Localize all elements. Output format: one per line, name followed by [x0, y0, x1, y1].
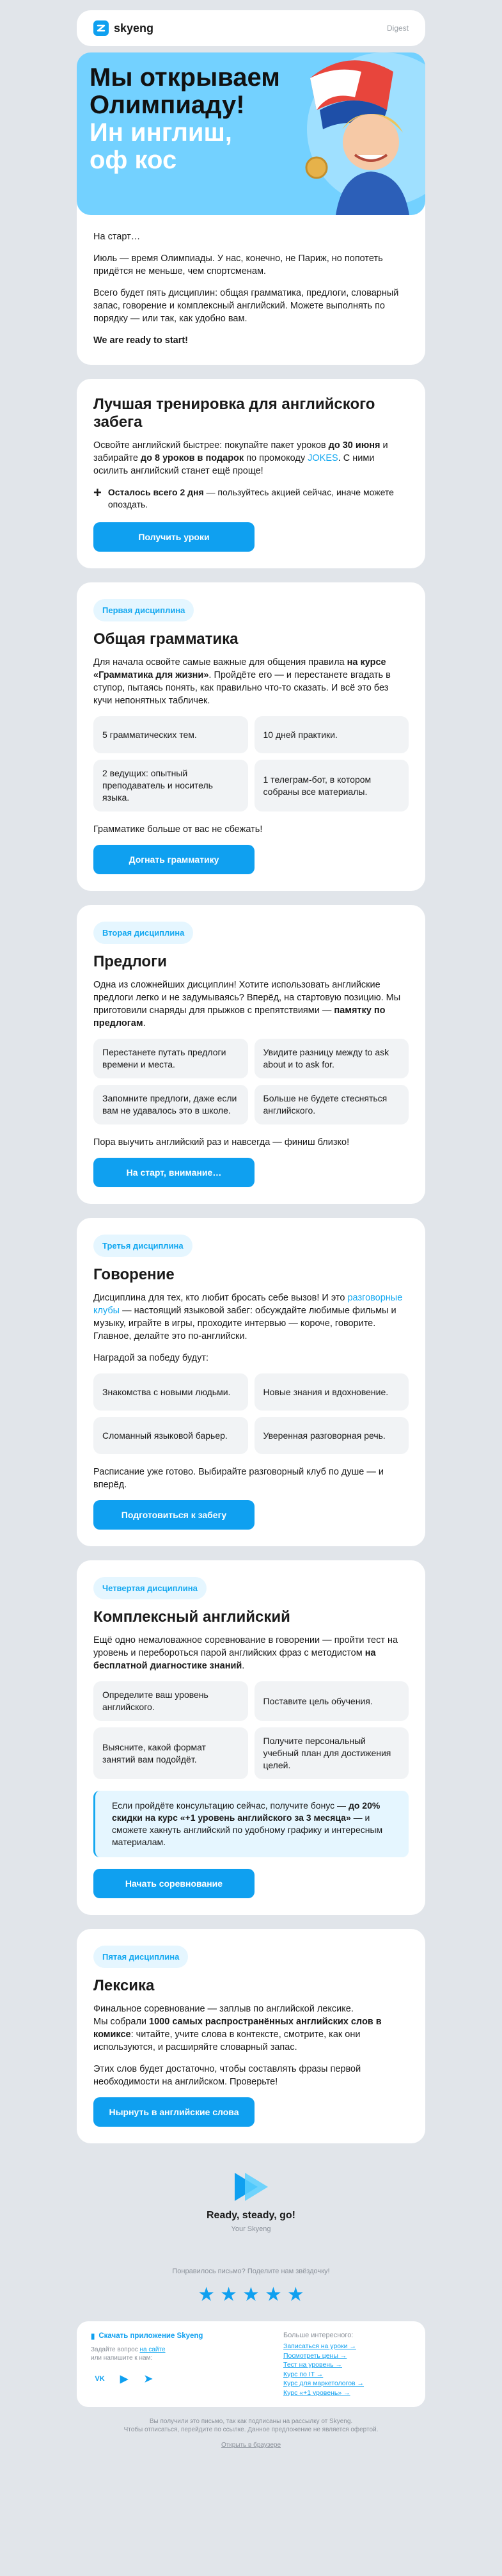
footer-links — [283, 2332, 411, 2397]
discipline-1-after: Грамматике больше от вас не сбежать! — [93, 824, 263, 835]
digest-label: Digest — [386, 24, 409, 33]
feature-cell: Уверенная разговорная речь. — [255, 1417, 409, 1454]
email-header — [77, 10, 425, 46]
promo-text-e: по промокоду — [244, 453, 308, 463]
discipline-1-card — [77, 582, 425, 891]
star-icon[interactable]: ★ — [220, 2284, 238, 2305]
final-title: Ready, steady, go! — [207, 2210, 295, 2221]
rating-block — [0, 2268, 502, 2305]
star-icon[interactable]: ★ — [242, 2284, 260, 2305]
feature-cell: Получите персональный учебный план для достижения целей. — [255, 1727, 409, 1779]
d2-text-a: Одна из сложнейших дисциплин! Хотите использовать английские предлоги легко и не задумываясь? Вперёд, на стартовую позицию. Мы приготовили снаряды для прыжков с препятствиями — — [93, 980, 401, 1016]
d2-text-c: . — [143, 1018, 146, 1028]
star-icon[interactable]: ★ — [198, 2284, 216, 2305]
skyeng-logo[interactable] — [93, 20, 153, 36]
discipline-2-title: Предлоги — [93, 953, 167, 970]
on-start-button[interactable]: На старт, внимание… — [93, 1158, 255, 1187]
bonus-callout — [93, 1791, 409, 1857]
speaking-clubs-link[interactable]: разговорные клубы — [93, 1293, 403, 1316]
d4-text-c: . — [242, 1661, 245, 1671]
legal-line-2: Чтобы отписаться, перейдите по ссылке. Данное предложение не является офертой. — [123, 2426, 379, 2433]
discipline-4-text — [93, 1634, 409, 1672]
intro-paragraph-4: We are ready to start! — [93, 335, 189, 346]
discipline-2-features — [93, 1039, 409, 1124]
discipline-5-tag: Пятая дисциплина — [93, 1946, 188, 1968]
footer-link[interactable]: Курс по IT → — [283, 2370, 324, 2378]
feature-cell: 2 ведущих: опытный преподаватель и носитель языка. — [93, 760, 248, 812]
download-app-link[interactable] — [91, 2332, 203, 2340]
promo-card — [77, 379, 425, 568]
hero-line-4: оф кос — [90, 146, 177, 174]
footer-link[interactable]: Записаться на уроки → — [283, 2342, 356, 2350]
intro-section — [77, 202, 425, 365]
youtube-icon[interactable]: ▶ — [115, 2370, 133, 2388]
start-competition-button[interactable]: Начать соревнование — [93, 1869, 255, 1898]
d1-course-name: на курсе «Грамматика для жизни» — [93, 657, 386, 680]
d3-text-c: — настоящий языковой забег: обсуждайте любимые фильмы и музыку, играйте в игры, проходите интервью — короче, говорите. Главное, делайте это по-английски. — [93, 1306, 396, 1341]
star-icon[interactable]: ★ — [264, 2284, 282, 2305]
feature-cell: Увидите разницу между to ask about и to ask for. — [255, 1039, 409, 1078]
discipline-4-title: Комплексный английский — [93, 1608, 290, 1626]
plus-icon: + — [93, 484, 102, 500]
feature-cell: 5 грамматических тем. — [93, 716, 248, 753]
promo-code[interactable]: JOKES — [308, 453, 338, 463]
d1-text-a: Для начала освойте самые важные для общения правила — [93, 657, 347, 668]
discipline-3-text — [93, 1292, 409, 1343]
help-text — [91, 2346, 203, 2362]
hero-line-2: Олимпиаду! — [90, 91, 245, 119]
legal-text — [0, 2417, 502, 2434]
promo-text — [93, 439, 409, 477]
discipline-5-p1: Финальное соревнование — заплыв по английской лексике. — [93, 2004, 354, 2014]
feature-cell: Сломанный языковой барьер. — [93, 1417, 248, 1454]
discipline-4-features — [93, 1681, 409, 1779]
help-text-c: или напишите к нам: — [91, 2355, 153, 2362]
discipline-3-pre: Наградой за победу будут: — [93, 1353, 209, 1363]
intro-paragraph-3: Всего будет пять дисциплин: общая грамматика, предлоги, словарный запас, говорение и комплексный английский. Можете выполнять по порядку — или так, как удобно вам. — [93, 288, 399, 324]
discipline-2-tag: Вторая дисциплина — [93, 922, 193, 944]
footer-card — [77, 2321, 425, 2407]
catch-grammar-button[interactable]: Догнать грамматику — [93, 845, 255, 874]
promo-note-rest: — пользуйтесь акцией сейчас, иначе можете опоздать. — [107, 487, 394, 509]
social-links — [91, 2370, 203, 2388]
promo-gift: до 8 уроков в подарок — [140, 453, 244, 463]
d4-text-a: Ещё одно немаловажное соревнование в говорении — пройти тест на уровень и перебороться парой английских фраз с методистом — [93, 1635, 398, 1658]
feature-cell: Поставите цель обучения. — [255, 1681, 409, 1721]
discipline-5-card — [77, 1929, 425, 2143]
discipline-4-card — [77, 1560, 425, 1915]
footer-link[interactable]: Посмотреть цены → — [283, 2351, 347, 2360]
callout-text-a: Если пройдёте консультацию сейчас, получите бонус — — [112, 1800, 349, 1811]
footer-link[interactable]: Курс для маркетологов → — [283, 2380, 365, 2387]
d5-p2-a: Мы собрали — [93, 2017, 150, 2027]
d2-memo-name: памятку по предлогам — [93, 1005, 386, 1028]
d1-text-c: . Пройдёте его — и перестанете вгадать в ступор, пытаясь понять, как правильно что-то сказать. И всё это без кучи непонятных табличек. — [93, 670, 391, 706]
feature-cell: 10 дней практики. — [255, 716, 409, 753]
hero-banner — [77, 52, 425, 215]
feature-cell: Больше не будете стесняться английского. — [255, 1085, 409, 1124]
promo-text-c: и забирайте — [93, 440, 388, 463]
discipline-3-card — [77, 1218, 425, 1546]
legal-line-1: Вы получили это письмо, так как подписаны на рассылку от Skyeng. — [149, 2418, 353, 2425]
discipline-4-tag: Четвертая дисциплина — [93, 1577, 207, 1599]
discipline-5-p2 — [93, 2015, 409, 2054]
feature-cell: Запомните предлоги, даже если вам не удавалось это в школе. — [93, 1085, 248, 1124]
discipline-2-text — [93, 979, 409, 1030]
vk-icon[interactable]: VK — [91, 2370, 109, 2388]
get-lessons-button[interactable]: Получить уроки — [93, 522, 255, 552]
hero-athlete-photo — [265, 52, 425, 215]
feature-cell: 1 телеграм-бот, в котором собраны все материалы. — [255, 760, 409, 812]
feature-cell: Определите ваш уровень английского. — [93, 1681, 248, 1721]
d5-p2-c: : читайте, учите слова в контексте, смотрите, как они используются, и расширяйте словарный запас. — [93, 2029, 361, 2052]
discipline-3-title: Говорение — [93, 1266, 175, 1283]
feature-cell: Знакомства с новыми людьми. — [93, 1373, 248, 1411]
footer-link[interactable]: Курс «+1 уровень» → — [283, 2388, 350, 2397]
telegram-icon[interactable]: ➤ — [139, 2370, 157, 2388]
star-icon[interactable]: ★ — [286, 2284, 304, 2305]
discipline-2-card — [77, 905, 425, 1204]
promo-note — [93, 486, 409, 511]
promo-note-text — [108, 486, 409, 511]
footer-link[interactable]: Тест на уровень → — [283, 2361, 342, 2369]
skyeng-logo-icon — [93, 20, 109, 36]
discipline-5-p3: Этих слов будет достаточно, чтобы составлять фразы первой необходимости на английском. Проверьте! — [93, 2064, 361, 2087]
d5-comic: 1000 самых распространённых английских слов в комиксе — [93, 2017, 382, 2040]
play-logo-icon — [232, 2172, 271, 2202]
rating-stars — [0, 2285, 502, 2305]
discipline-3-tag: Третья дисциплина — [93, 1235, 192, 1257]
download-app-label: Скачать приложение Skyeng — [98, 2332, 203, 2340]
open-in-browser-link[interactable]: Открыть в браузере — [221, 2442, 281, 2449]
promo-title: Лучшая тренировка для английского забега — [93, 396, 375, 431]
final-signature: Your Skyeng — [231, 2225, 271, 2233]
discipline-1-tag: Первая дисциплина — [93, 599, 194, 621]
promo-deadline: до 30 июня — [328, 440, 380, 451]
hero-line-3: Ин инглиш, — [90, 118, 232, 147]
discipline-2-after: Пора выучить английский раз и навсегда — финиш близко! — [93, 1137, 350, 1148]
intro-paragraph-1: На старт… — [93, 232, 141, 242]
discipline-1-title: Общая грамматика — [93, 630, 239, 648]
feature-cell: Новые знания и вдохновение. — [255, 1373, 409, 1411]
footer-left — [91, 2332, 203, 2397]
feature-cell: Выясните, какой формат занятий вам подойдёт. — [93, 1727, 248, 1779]
help-site-link[interactable]: на сайте — [139, 2346, 166, 2353]
feature-cell: Перестанете путать предлоги времени и места. — [93, 1039, 248, 1078]
prepare-race-button[interactable]: Подготовиться к забегу — [93, 1500, 255, 1530]
discipline-3-after: Расписание уже готово. Выбирайте разговорный клуб по душе — и вперёд. — [93, 1467, 384, 1490]
promo-text-a: Освойте английский быстрее: покупайте пакет уроков — [93, 440, 329, 451]
discipline-1-features — [93, 716, 409, 812]
discipline-5-title: Лексика — [93, 1977, 155, 1994]
discipline-3-features — [93, 1373, 409, 1454]
final-block — [0, 2157, 502, 2233]
dive-words-button[interactable]: Нырнуть в английские слова — [93, 2097, 255, 2127]
d4-diagnostic: на бесплатной диагностике знаний — [93, 1648, 376, 1671]
help-text-a: Задайте вопрос — [91, 2346, 140, 2353]
promo-text-g: . С ними осилить английский станет ещё проще! — [93, 453, 375, 476]
callout-discount: до 20% скидки на курс «+1 уровень английского за 3 месяца» — [112, 1800, 380, 1823]
d3-text-a: Дисциплина для тех, кто любит бросать себе вызов! И это — [93, 1293, 348, 1303]
hero-title — [90, 64, 280, 174]
discipline-1-text — [93, 656, 409, 707]
callout-text-c: — и сможете хакнуть английский по удобному графику и интересным материалам. — [112, 1812, 383, 1847]
promo-note-highlight: Осталось всего 2 дня — [107, 487, 204, 497]
rating-question: Понравилось письмо? Поделите нам звёздочку! — [172, 2268, 330, 2275]
phone-icon: ▮ — [91, 2333, 95, 2340]
intro-paragraph-2: Июль — время Олимпиады. У нас, конечно, не Париж, но попотеть придётся не меньше, чем спортсменам. — [93, 253, 383, 276]
logo-text: skyeng — [114, 21, 154, 35]
hero-line-1: Мы открываем — [90, 63, 280, 92]
footer-links-title: Больше интересного: — [283, 2332, 354, 2339]
